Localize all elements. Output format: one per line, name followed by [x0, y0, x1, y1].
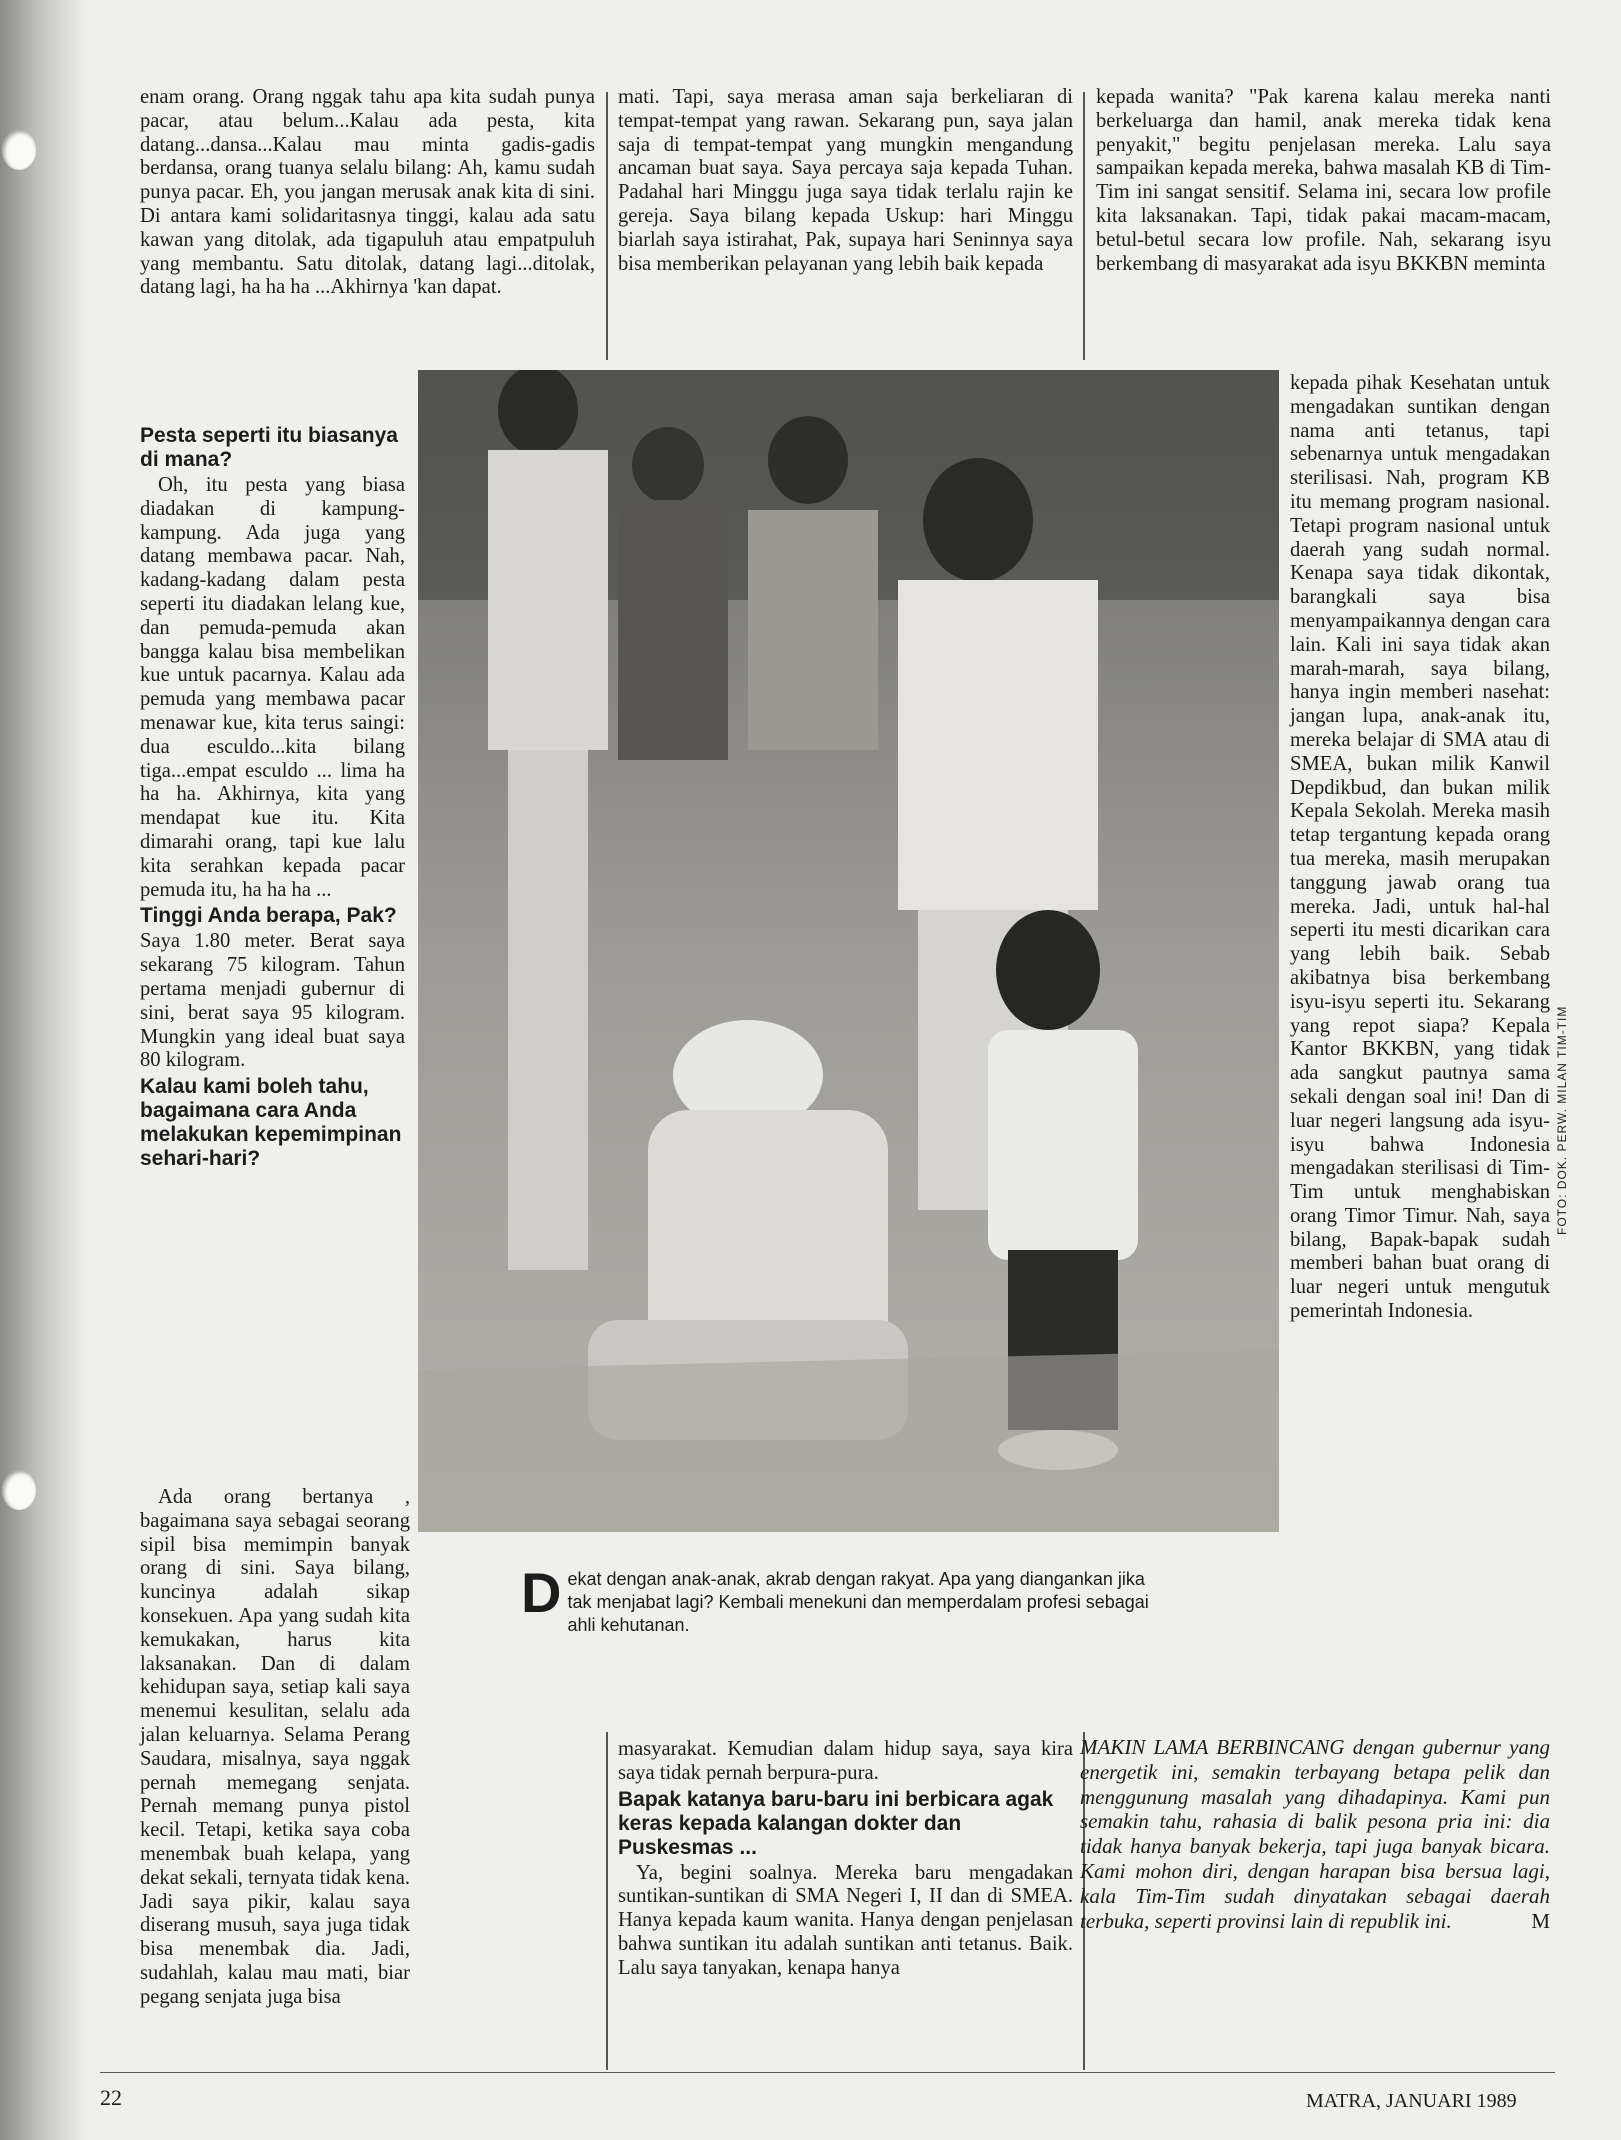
column-3-top — [1096, 86, 1551, 276]
paragraph: enam orang. Orang nggak tahu apa kita sudah punya pacar, atau belum...Kalau ada pesta, kita datang...dansa...Kalau mau minta gadis-gadis berdansa, orang tuanya selalu bilang: Ah, kamu sudah punya pacar. Eh, you jangan merusak anak kita di sini. Di antara kami solidaritasnya tinggi, kalau ada satu kawan yang ditolak, ada tigapuluh atau empatpuluh yang membantu. Satu ditolak, datang lagi...ditolak, datang lagi, ha ha ha ...Akhirnya 'kan dapat. — [140, 86, 595, 299]
paragraph: kepada pihak Kesehatan untuk mengadakan suntikan dengan nama anti tetanus, tapi sebenarnya untuk mengadakan sterilisasi. Nah, program KB itu memang program nasional. Tetapi program nasional untuk daerah yang sudah normal. Kenapa saya tidak dikontak, barangkali saya bisa menyampaikannya dengan cara lain. Kali ini saya tidak akan marah-marah, saya bilang, hanya ingin memberi nasehat: jangan lupa, anak-anak itu, mereka belajar di SMA atau di SMEA, bukan milik Kanwil Depdikbud, dan bukan milik Kepala Sekolah. Mereka masih tetap tergantung kepada orang tua mereka, masih merupakan tanggung jawab orang tua mereka. Jadi, untuk hal-hal seperti itu mesti dicarikan cara yang lebih baik. Sebab akibatnya bisa berkembang isyu-isyu seperti itu. Sekarang yang repot siapa? Kepala Kantor BKKBN, yang tidak ada sangkut pautnya sama sekali dengan soal ini! Dan di luar negeri langsung ada isyu-isyu bahwa Indonesia mengadakan sterilisasi di Tim-Tim untuk menghabiskan orang Timor Timur. Nah, saya bilang, Bapak-bapak sudah memberi bahan buat orang di luar negeri untuk mengutuk pemerintah Indonesia. — [1290, 372, 1550, 1323]
question-heading: Kalau kami boleh tahu, bagaimana cara Anda melakukan kepemimpinan sehari-hari? — [140, 1075, 402, 1171]
closing-text: MAKIN LAMA BERBINCANG dengan gubernur yang energetik ini, semakin terbayang betapa pelik dan menggunung masalah yang dihadapinya. Kami pun semakin tahu, rahasia di balik pesona pria ini: dia tidak hanya banyak bekerja, tapi juga banyak bicara. Kami mohon diri, dengan harapan bisa bersua lagi, kala Tim-Tim sudah dinyatakan sebagai daerah terbuka, seperti provinsi lain di republik ini. — [1080, 1735, 1550, 1933]
binder-hole — [2, 130, 36, 170]
scanned-page-edge — [0, 0, 90, 2140]
paragraph: kepada wanita? "Pak karena kalau mereka nanti berkeluarga dan hamil, anak mereka tidak kena penyakit," begitu penjelasan mereka. Lalu saya sampaikan kepada mereka, bahwa masalah KB di Tim-Tim ini sangat sensitif. Selama ini, secara low profile kita laksanakan. Tapi, tidak pakai macam-macam, betul-betul secara low profile. Nah, sekarang isyu berkembang di masyarakat ada isyu BKKBN meminta — [1096, 86, 1551, 275]
closing-paragraph — [1080, 1735, 1550, 1933]
caption-text: ekat dengan anak-anak, akrab dengan rakyat. Apa yang diangankan jika tak menjabat lagi? Kembali menekuni dan memperdalam profesi sebagai ahli kehutanan. — [567, 1569, 1149, 1635]
magazine-issue: MATRA, JANUARI 1989 — [1306, 2090, 1517, 2112]
binder-hole — [2, 1470, 36, 1510]
bottom-rule — [100, 2072, 1555, 2073]
caption-dropcap: D — [521, 1561, 562, 1624]
column-rule — [606, 92, 608, 360]
column-2-top — [618, 86, 1073, 276]
photo-caption — [521, 1561, 1161, 1637]
end-mark: M — [1531, 1908, 1550, 1933]
paragraph: Oh, itu pesta yang biasa diadakan di kampung-kampung. Ada juga yang datang membawa pacar. Nah, kadang-kadang dalam pesta seperti itu diadakan lelang kue, dan pemuda-pemuda akan bangga kalau bisa membelikan kue untuk pacarnya. Kalau ada pemuda yang membawa pacar menawar kue, kita terus saingi: dua esculdo...kita bilang tiga...empat esculdo ... lima ha ha ha. Akhirnya, kita yang mendapat kue itu. Kita dimarahi orang, tapi kue lalu kita serahkan kepada pacar pemuda itu, ha ha ha ... — [140, 474, 405, 901]
column-3-narrow — [1290, 372, 1550, 1324]
paragraph: Ya, begini soalnya. Mereka baru mengadakan suntikan-suntikan di SMA Negeri I, II dan di SMEA. Hanya kepada kaum wanita. Hanya dengan penjelasan bahwa suntikan itu adalah suntikan anti tetanus. Baik. Lalu saya tanyakan, kenapa hanya — [618, 1861, 1073, 1979]
column-1-bottom — [140, 1486, 410, 2010]
paragraph: Saya 1.80 meter. Berat saya sekarang 75 kilogram. Tahun pertama menjadi gubernur di sini, berat saya 95 kilogram. Mungkin yang ideal buat saya 80 kilogram. — [140, 930, 405, 1072]
photo-credit: FOTO: DOK. PERW. MILAN TIM-TIM — [1555, 1005, 1569, 1235]
paragraph: masyarakat. Kemudian dalam hidup saya, saya kira saya tidak pernah berpura-pura. — [618, 1738, 1073, 1784]
question-heading: Pesta seperti itu biasanya di mana? — [140, 424, 398, 471]
column-rule — [1083, 92, 1085, 360]
photo-governor-with-child — [418, 370, 1279, 1532]
question-heading: Tinggi Anda berapa, Pak? — [140, 904, 397, 928]
paragraph: Ada orang bertanya , bagaimana saya sebagai seorang sipil bisa memimpin banyak orang di sini. Saya bilang, kuncinya adalah sikap konsekuen. Apa yang sudah kita kemukakan, harus kita laksanakan. Dan di dalam kehidupan saya, setiap kali saya menemui kesulitan, selalu ada jalan keluarnya. Selama Perang Saudara, misalnya, saya nggak pernah memegang senjata. Pernah memang punya pistol kecil. Tetapi, ketika saya coba menembak buah kelapa, yang dekat sekali, ternyata tidak kena. Jadi saya pikir, kalau saya diserang musuh, saya juga tidak bisa menembak dia. Jadi, sudahlah, kalau mau mati, biar pegang senjata juga bisa — [140, 1486, 410, 2008]
column-1-top — [140, 86, 595, 300]
question-heading: Bapak katanya baru-baru ini berbicara agak keras kepada kalangan dokter dan Puskesmas ... — [618, 1787, 1054, 1859]
column-1-narrow — [140, 422, 405, 1173]
page-number: 22 — [100, 2085, 122, 2110]
paragraph: mati. Tapi, saya merasa aman saja berkeliaran di tempat-tempat yang rawan. Sekarang pun, saya jalan saja di tempat-tempat yang mungkin mengandung ancaman buat saya. Saya percaya saja kepada Tuhan. Padahal hari Minggu juga saya tidak terlalu rajin ke gereja. Saya bilang kepada Uskup: hari Minggu biarlah saya istirahat, Pak, supaya hari Seninnya saya bisa memberikan pelayanan yang lebih baik kepada — [618, 86, 1073, 275]
column-rule — [606, 1732, 608, 2070]
column-2-bottom — [618, 1738, 1073, 1981]
